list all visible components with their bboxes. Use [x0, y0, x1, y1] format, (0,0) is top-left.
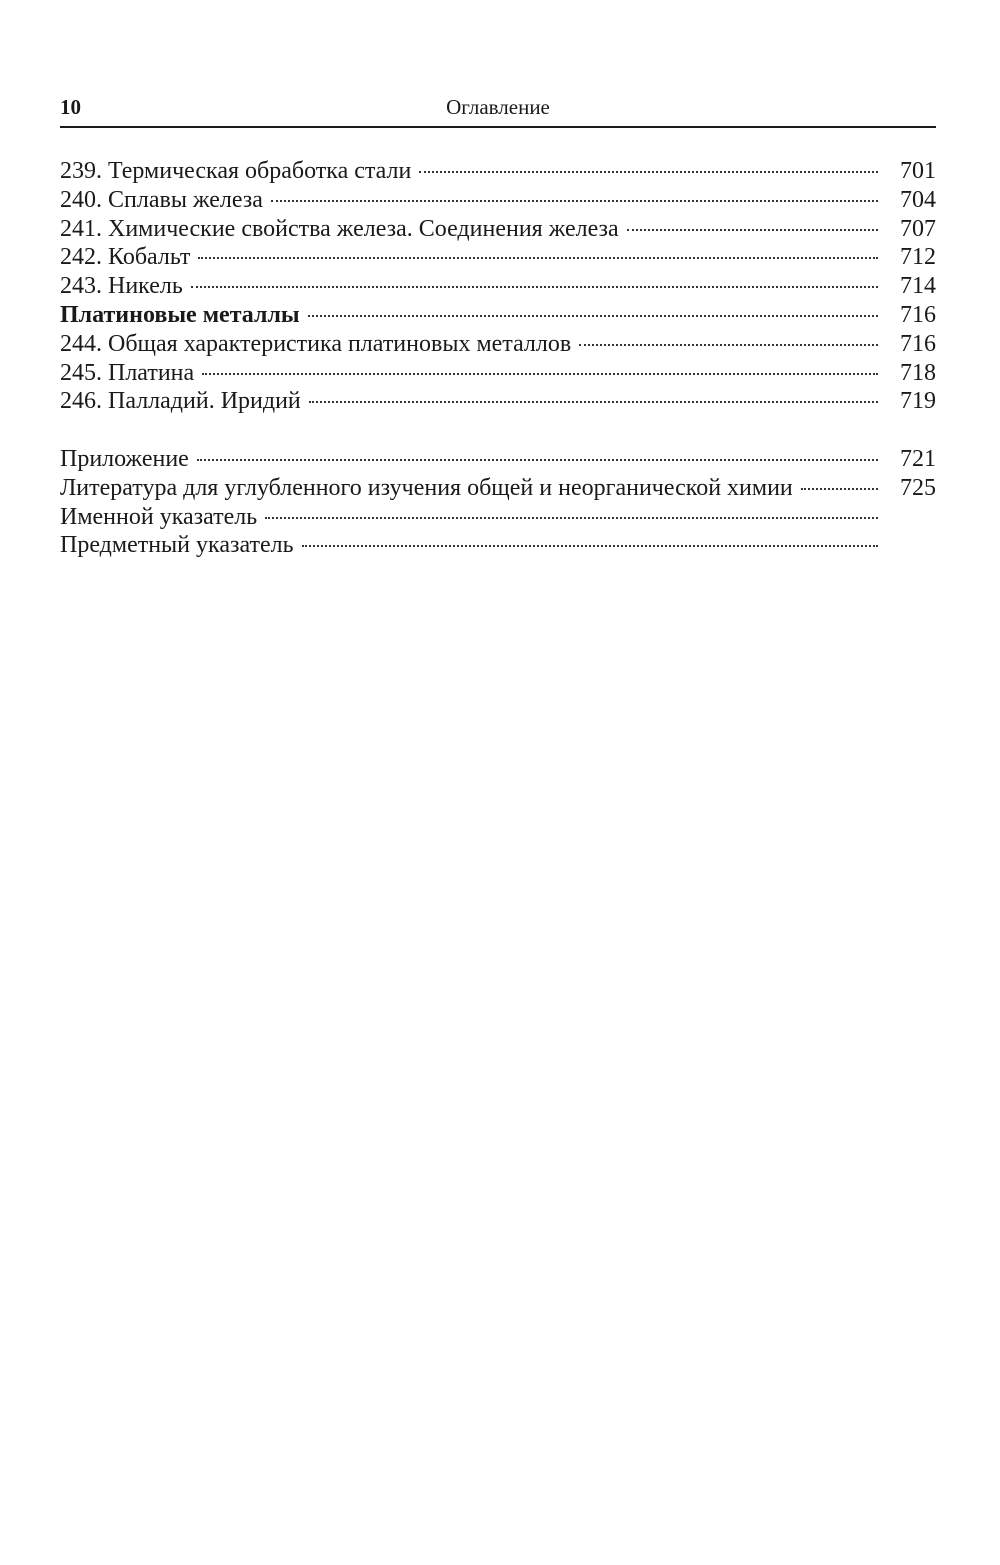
- toc-entry-title: Предметный указатель: [60, 532, 294, 559]
- toc-entry[interactable]: [60, 531, 936, 560]
- section-gap: [60, 416, 936, 445]
- dot-leader: [419, 171, 878, 173]
- running-title: Оглавление: [446, 95, 550, 119]
- dot-leader: [271, 200, 878, 202]
- header-rule: [60, 126, 936, 128]
- toc-entry-page: 701: [900, 158, 936, 184]
- toc-entry[interactable]: [60, 157, 936, 186]
- toc-entry-title: Именной указатель: [60, 503, 258, 530]
- toc-entry[interactable]: [60, 474, 936, 503]
- page-number: 10: [60, 95, 81, 119]
- dot-leader: [302, 545, 878, 547]
- dot-leader: [579, 344, 878, 346]
- toc-entry[interactable]: [60, 387, 936, 416]
- toc-entry[interactable]: [60, 330, 936, 359]
- toc-entry-page: 719: [900, 388, 936, 415]
- toc-entry[interactable]: [60, 445, 936, 474]
- toc-entry-page: 716: [900, 301, 936, 328]
- toc-entry-page: 718: [900, 359, 936, 386]
- toc-entry-title: Литература для углубленного изучения общей и неорганической химии: [60, 474, 793, 501]
- toc-entry[interactable]: [60, 243, 936, 272]
- dot-leader: [627, 229, 878, 231]
- toc-chapter-heading[interactable]: [60, 301, 936, 330]
- toc-entry[interactable]: [60, 503, 936, 532]
- dot-leader: [265, 517, 878, 519]
- toc-entry-title: 239. Термическая обработка стали: [60, 158, 412, 184]
- toc-entry-title: 245. Платина: [60, 359, 195, 386]
- dot-leader: [801, 488, 878, 490]
- dot-leader: [191, 286, 878, 288]
- dot-leader: [198, 257, 878, 259]
- toc-entry-page: 712: [900, 244, 936, 271]
- dot-leader: [309, 401, 878, 403]
- dot-leader: [202, 373, 878, 375]
- toc-entry[interactable]: [60, 272, 936, 301]
- toc-entry[interactable]: [60, 186, 936, 215]
- toc-entry-page: 725: [900, 474, 936, 501]
- toc-entry-page: 716: [900, 330, 936, 357]
- table-of-contents: [60, 157, 936, 560]
- page-header: [60, 92, 936, 122]
- toc-entry-title: Приложение: [60, 445, 189, 472]
- toc-entry-title: 242. Кобальт: [60, 244, 191, 271]
- toc-entry-title: 241. Химические свойства железа. Соединения железа: [60, 215, 619, 242]
- toc-entry-title: 243. Никель: [60, 273, 183, 300]
- toc-entry-page: 707: [900, 215, 936, 242]
- toc-entry-title: Платиновые металлы: [60, 301, 300, 328]
- dot-leader: [197, 459, 878, 461]
- toc-entry-title: 246. Палладий. Иридий: [60, 388, 301, 415]
- toc-entry-page: 704: [900, 186, 936, 213]
- dot-leader: [308, 315, 878, 317]
- toc-entry-title: 240. Сплавы железа: [60, 186, 263, 213]
- toc-entry-title: 244. Общая характеристика платиновых металлов: [60, 330, 572, 357]
- toc-entry-page: 714: [900, 273, 936, 300]
- toc-entry[interactable]: [60, 359, 936, 388]
- toc-entry[interactable]: [60, 215, 936, 244]
- toc-entry-page: 721: [900, 445, 936, 472]
